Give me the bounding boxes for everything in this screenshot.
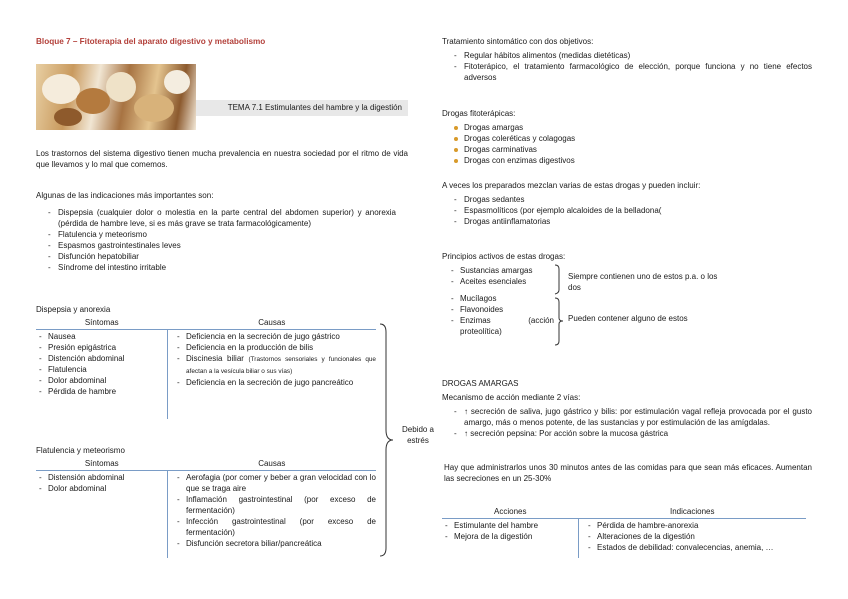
principles-title: Principios activos de estas drogas: [442, 252, 566, 261]
topic-title-bar [196, 100, 408, 116]
food-photo [36, 64, 196, 130]
list-item: - Dolor abdominal [36, 483, 167, 494]
list-item: - Mucílagos [448, 293, 554, 304]
list-item: - Alteraciones de la digestión [585, 531, 806, 542]
list-item: - Distensión abdominal [36, 472, 167, 483]
list-item: - Drogas sedantes [442, 194, 812, 205]
list-item: - Fitoterápico, el tratamiento farmacológico de elección, porque funciona y no tiene efectos adversos [442, 61, 812, 83]
indications-list [36, 207, 396, 273]
table2-title: Flatulencia y meteorismo [36, 446, 125, 455]
brace-label: Debido a estrés [401, 425, 435, 446]
list-item: - Dispepsia (cualquier dolor o molestia en la parte central del abdomen superior) y anorexia (pérdida de hambre leve, si es más grave se trata farmacológicamente) [36, 207, 396, 229]
list-item: - Espasmos gastrointestinales leves [36, 240, 396, 251]
intro-paragraph: Los trastornos del sistema digestivo tienen mucha prevalencia en nuestra sociedad por el ritmo de vida que llevamos y lo mal que comemos. [36, 149, 408, 170]
drugs-title: Drogas fitoterápicas: [442, 109, 516, 118]
list-item: Drogas amargas [442, 122, 812, 133]
list-item: - ↑ secreción de saliva, jugo gástrico y bilis: por estimulación vagal refleja provocada por el gusto amargo, más o menos potente, de las sustancias y por estimulación de las amígdalas. [442, 406, 812, 428]
list-item: Drogas coleréticas y colagogas [442, 133, 812, 144]
note-sometimes: Pueden contener alguno de estos [568, 314, 688, 323]
principles-list-2 [448, 293, 554, 337]
table-header: Síntomas [36, 458, 168, 471]
table1 [36, 317, 376, 419]
list-item: - Deficiencia en la producción de bilis [174, 342, 376, 353]
treatment-list [442, 50, 812, 83]
table-header: Causas [168, 317, 377, 330]
table-header: Síntomas [36, 317, 168, 330]
list-item: - Estados de debilidad: convalecencias, anemia, … [585, 542, 806, 553]
list-item: - Pérdida de hambre-anorexia [585, 520, 806, 531]
list-item: - Infección gastrointestinal (por exceso de fermentación) [174, 516, 376, 538]
list-item: - Distención abdominal [36, 353, 167, 364]
small-brace-icon [554, 264, 564, 346]
cause-note: (Trastornos sensoriales y funcionales que afectan a la vesícula biliar o sus vías) [186, 356, 376, 375]
list-item: - Dolor abdominal [36, 375, 167, 386]
table1-title: Dispepsia y anorexia [36, 305, 111, 314]
list-item: - Flatulencia y meteorismo [36, 229, 396, 240]
table2 [36, 458, 376, 558]
list-item: - Espasmolíticos (por ejemplo alcaloides de la belladona( [442, 205, 812, 216]
list-item: - Mejora de la digestión [442, 531, 578, 542]
table-header: Indicaciones [579, 506, 807, 519]
list-item: - Nausea [36, 331, 167, 342]
list-item: - Aceites esenciales [448, 276, 554, 287]
brace-icon [378, 322, 396, 558]
mechanism-list [442, 406, 812, 439]
list-item: - Pérdida de hambre [36, 386, 167, 397]
list-item: - Flavonoides [448, 304, 554, 315]
principles-list-1 [448, 265, 554, 287]
list-item: - Inflamación gastrointestinal (por exceso de fermentación) [174, 494, 376, 516]
topic-title: TEMA 7.1 Estimulantes del hambre y la digestión [227, 103, 402, 112]
list-item: - Disfunción hepatobiliar [36, 251, 396, 262]
drugs-list [442, 122, 812, 166]
mechanism-title: Mecanismo de acción mediante 2 vías: [442, 393, 581, 402]
indications-title: Algunas de las indicaciones más importantes son: [36, 191, 214, 200]
block-header: Bloque 7 – Fitoterapia del aparato digestivo y metabolismo [36, 37, 266, 46]
bitter-drugs-title: DROGAS AMARGAS [442, 379, 519, 388]
list-item: - Estimulante del hambre [442, 520, 578, 531]
list-item: - Sustancias amargas [448, 265, 554, 276]
list-item [174, 353, 376, 377]
list-item: - Disfunción secretora biliar/pancreática [174, 538, 376, 549]
note-always: Siempre contienen uno de estos p.a. o los dos [568, 272, 718, 293]
table-header: Acciones [442, 506, 579, 519]
mix-list [442, 194, 812, 227]
list-item: - Drogas antiinflamatorias [442, 216, 812, 227]
list-item: - Síndrome del intestino irritable [36, 262, 396, 273]
list-item: - Deficiencia en la secreción de jugo gástrico [174, 331, 376, 342]
list-item: - Regular hábitos alimentos (medidas dietéticas) [442, 50, 812, 61]
mix-title: A veces los preparados mezclan varias de estas drogas y pueden incluir: [442, 181, 701, 190]
list-item: - Flatulencia [36, 364, 167, 375]
list-item: - Presión epigástrica [36, 342, 167, 353]
list-item: Drogas carminativas [442, 144, 812, 155]
cause-text: Discinesia biliar [186, 354, 244, 364]
treatment-title: Tratamiento sintomático con dos objetivos: [442, 37, 594, 46]
list-item: - Aerofagia (por comer y beber a gran velocidad con lo que se traga aire [174, 472, 376, 494]
list-item: - Enzimas (acción proteolítica) [448, 315, 554, 337]
administration-text: Hay que administrarlos unos 30 minutos antes de las comidas para que sean más eficaces. Aumentan las secreciones en un 25-30% [444, 463, 812, 484]
table3 [442, 506, 806, 558]
list-item: - ↑ secreción pepsina: Por acción sobre la mucosa gástrica [442, 428, 812, 439]
list-item: - Deficiencia en la secreción de jugo pancreático [174, 377, 376, 388]
table-header: Causas [168, 458, 377, 471]
list-item: Drogas con enzimas digestivos [442, 155, 812, 166]
